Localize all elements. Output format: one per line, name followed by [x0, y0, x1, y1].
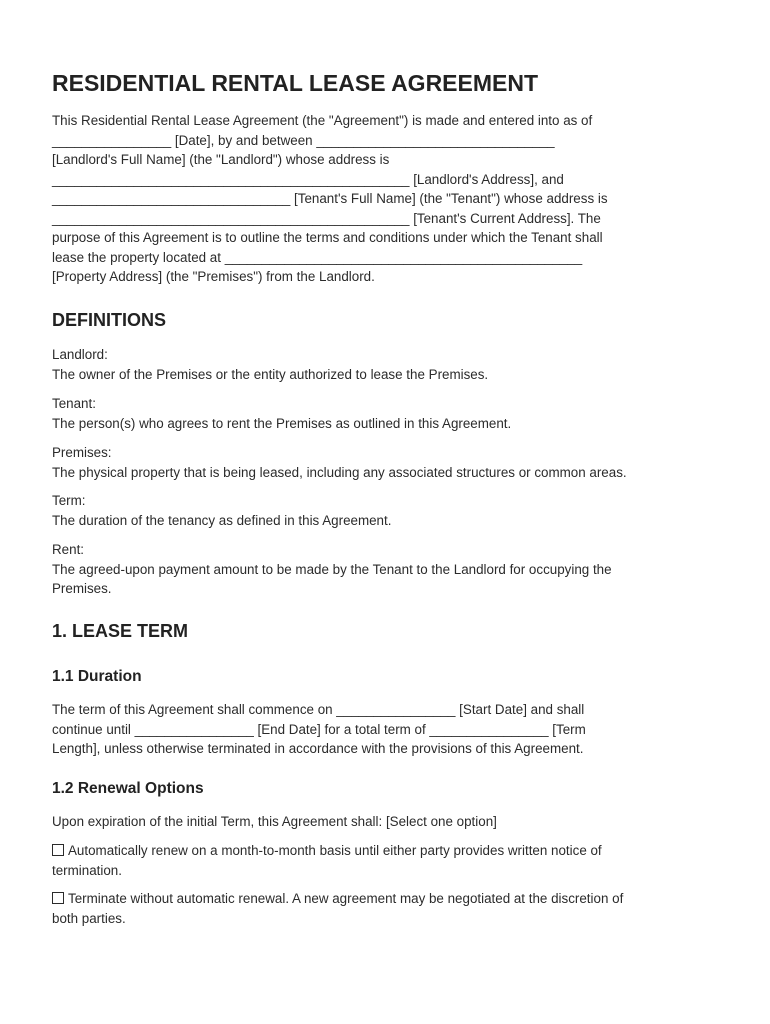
definition-text: The physical property that is being leased, including any associated structures or common areas. [52, 464, 627, 480]
renewal-option-auto [52, 841, 722, 880]
duration-heading: 1.1 Duration [52, 668, 142, 685]
intro-line: [Property Address] (the "Premises") from the Landlord. [52, 269, 375, 284]
option-text: Automatically renew on a month-to-month basis until either party provides written notice of [68, 843, 602, 858]
definitions-heading: DEFINITIONS [52, 310, 167, 330]
duration-paragraph [52, 700, 722, 759]
definition-term: Term: [52, 493, 86, 508]
intro-line: lease the property located at ________________________________________________ [52, 249, 583, 265]
renewal-heading: 1.2 Renewal Options [52, 780, 204, 797]
option-line: termination. [52, 862, 122, 878]
definition-text: The agreed-upon payment amount to be made by the Tenant to the Landlord for occupying the [52, 561, 612, 577]
renewal-option-terminate [52, 889, 722, 928]
option-line [52, 841, 722, 861]
definition-landlord [52, 345, 722, 384]
renewal-intro-text: Upon expiration of the initial Term, this Agreement shall: [Select one option] [52, 814, 497, 829]
definition-text: The person(s) who agrees to rent the Premises as outlined in this Agreement. [52, 415, 512, 431]
definition-term: Landlord: [52, 347, 108, 362]
duration-line: The term of this Agreement shall commence on ________________ [Start Date] and shall [52, 702, 585, 717]
intro-line: [Landlord's Full Name] (the "Landlord") whose address is [52, 152, 390, 167]
definition-text: The owner of the Premises or the entity authorized to lease the Premises. [52, 366, 489, 382]
option-text: Terminate without automatic renewal. A new agreement may be negotiated at the discretion of [68, 891, 624, 906]
checkbox-auto-renew[interactable] [52, 844, 64, 856]
duration-line: continue until ________________ [End Date] for a total term of ________________ [Term [52, 721, 586, 737]
definition-term: Tenant: [52, 396, 96, 411]
document-title: RESIDENTIAL RENTAL LEASE AGREEMENT [52, 70, 539, 96]
duration-line: Length], unless otherwise terminated in accordance with the provisions of this Agreement. [52, 741, 584, 756]
definition-text: The duration of the tenancy as defined in this Agreement. [52, 512, 392, 528]
definition-rent [52, 540, 722, 599]
intro-line: ________________ [Date], by and between ________________________________ [52, 132, 555, 148]
renewal-intro [52, 812, 722, 832]
definition-text: Premises. [52, 581, 112, 596]
definition-term: Rent: [52, 542, 85, 557]
definition-term: Premises: [52, 445, 112, 460]
intro-line: ________________________________________________ [Tenant's Current Address]. The [52, 210, 601, 226]
definition-premises [52, 443, 722, 482]
lease-term-heading: 1. LEASE TERM [52, 621, 189, 641]
intro-paragraph [52, 111, 722, 287]
intro-line: This Residential Rental Lease Agreement (the "Agreement") is made and entered into as of [52, 113, 593, 128]
intro-line: purpose of this Agreement is to outline the terms and conditions under which the Tenant shall [52, 230, 603, 245]
definition-term-entry [52, 491, 722, 530]
intro-line: ________________________________________________ [Landlord's Address], and [52, 171, 564, 187]
checkbox-terminate[interactable] [52, 892, 64, 904]
definition-tenant [52, 394, 722, 433]
option-line: both parties. [52, 910, 126, 926]
intro-line: ________________________________ [Tenant's Full Name] (the "Tenant") whose address is [52, 191, 608, 206]
option-line [52, 889, 722, 909]
